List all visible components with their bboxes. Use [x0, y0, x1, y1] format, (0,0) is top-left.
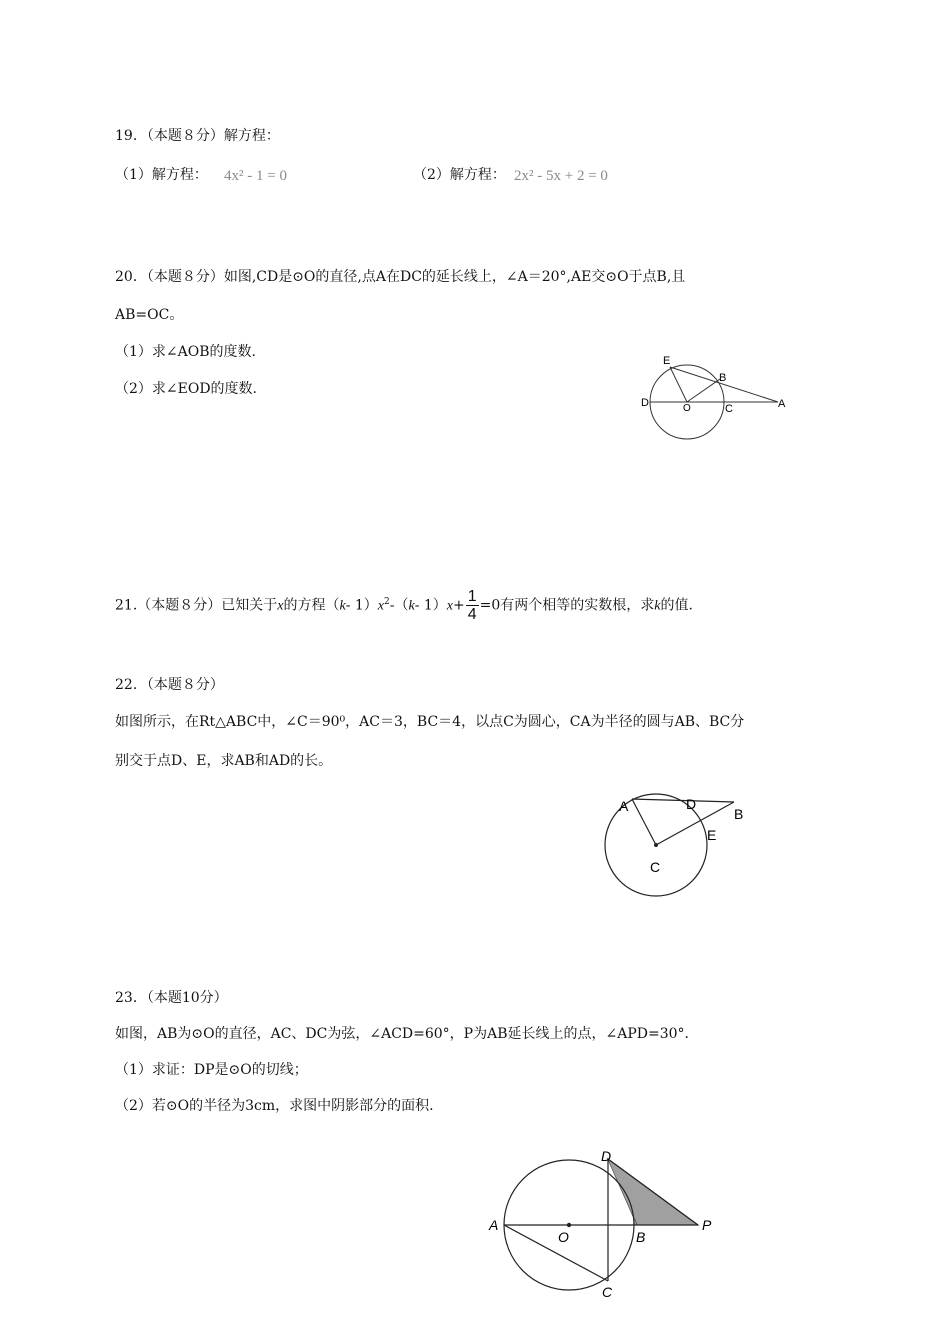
q22-label-c: C [650, 859, 661, 875]
q21-fraction-numerator: 1 [467, 588, 477, 606]
q21-var-x-squared: x [377, 598, 385, 614]
q20-label-o: O [683, 403, 691, 414]
q21-mid3: -（ [389, 597, 409, 614]
q20-figure [630, 345, 800, 445]
q21-suffix: 的值. [660, 597, 693, 614]
q23-line-ac [504, 1225, 608, 1281]
q23-part1: （1）求证：DP是⊙O的切线； [115, 1062, 308, 1078]
q21-var-x3: x [446, 598, 454, 614]
q23-label-b: B [636, 1229, 646, 1245]
q21-prefix: 21.（本题８分）已知关于 [115, 597, 278, 614]
q20-line-eo [670, 367, 687, 402]
q22-label-a: A [619, 798, 629, 814]
q22-title: 22．（本题８分） [115, 677, 224, 693]
q22-label-b: B [734, 806, 744, 822]
q23-label-d: D [601, 1148, 612, 1164]
q21-var-k: k [339, 598, 346, 614]
q20-line-ob [687, 379, 720, 402]
q20-label-d: D [641, 397, 649, 409]
q21-mid5: =0有两个相等的实数根，求 [479, 597, 655, 614]
q20-label-e: E [663, 355, 671, 367]
q23-figure [480, 1145, 730, 1305]
q20-part2: （2）求∠EOD的度数. [115, 381, 258, 397]
q23-label-p: P [702, 1217, 712, 1233]
q23-label-o: O [558, 1229, 569, 1245]
q20-label-c: C [725, 403, 733, 415]
q20-line2: AB=OC。 [115, 307, 184, 323]
q23-part2: （2）若⊙O的半径为3cm，求图中阴影部分的面积. [115, 1098, 434, 1114]
q23-label-a: A [489, 1217, 499, 1233]
q21-mid2: - 1） [345, 597, 378, 614]
q21-fraction-denominator: 4 [467, 606, 477, 624]
q21-mid4: - 1） [414, 597, 447, 614]
q20-label-b: B [719, 372, 727, 384]
q20-label-a: A [778, 398, 786, 410]
q19-part1-label: （1）解方程： [115, 167, 208, 183]
q23-label-c: C [602, 1284, 613, 1300]
q23-center-point [567, 1223, 571, 1227]
q21-fraction [466, 588, 479, 623]
q22-label-d: D [686, 796, 697, 812]
q20-part1: （1）求∠AOB的度数. [115, 344, 256, 360]
q21-var-k3: k [654, 598, 661, 614]
q21-text [115, 584, 693, 625]
q21-var-k2: k [408, 598, 415, 614]
q19-part2-equation: 2x² - 5x + 2 = 0 [514, 168, 608, 184]
q21-exponent: 2 [384, 597, 390, 607]
q21-mid1: 的方程（ [283, 597, 340, 614]
q19-part2-label: （2）解方程： [413, 167, 506, 183]
q22-center-point [654, 843, 658, 847]
q19-part1-equation: 4x² - 1 = 0 [224, 168, 287, 184]
q22-line2: 别交于点D、E，求AB和AD的长。 [115, 753, 333, 769]
q19-title: 19．（本题８分）解方程： [115, 128, 280, 144]
q22-label-e: E [707, 827, 717, 843]
q21-plus: + [453, 597, 465, 614]
q23-line1: 如图，AB为⊙O的直径，AC、DC为弦，∠ACD=60°，P为AB延长线上的点，∠APD=30°． [115, 1026, 699, 1042]
q22-figure [600, 790, 760, 900]
q23-title: 23．（本题10分） [115, 990, 228, 1006]
q21-var-x: x [277, 598, 284, 614]
q20-line1: 20．（本题８分）如图,CD是⊙O的直径,点A在DC的延长线上，∠A＝20°,AE交⊙O于点B,且 [115, 269, 686, 285]
q22-line-ca [632, 799, 656, 845]
q22-line1: 如图所示，在Rt△ABC中，∠C＝90⁰，AC＝3，BC＝4，以点C为圆心，CA为半径的圆与AB、BC分 [115, 714, 745, 730]
